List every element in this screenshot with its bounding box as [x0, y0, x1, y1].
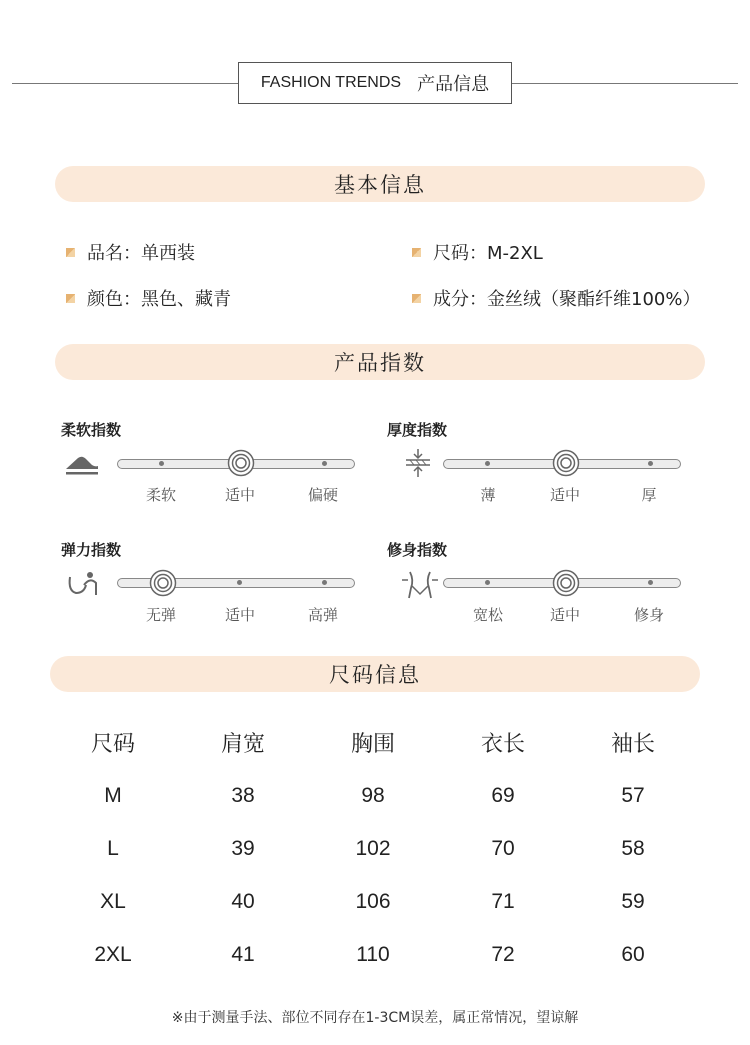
header-cell: 衣长 — [480, 732, 525, 757]
bullet-icon — [66, 294, 75, 303]
table-row — [48, 769, 698, 822]
thickness-label-mid: 适中 — [549, 486, 580, 504]
soft-fabric-icon — [62, 449, 102, 481]
fit-label-low: 宽松 — [472, 606, 503, 624]
track-dot — [159, 461, 164, 466]
header-divider-right — [512, 83, 738, 84]
header-cell: 尺码 — [90, 732, 135, 757]
bullet-icon — [412, 248, 421, 257]
bullet-icon — [412, 294, 421, 303]
header-title-en: FASHION TRENDS — [260, 74, 402, 91]
header-cell: 袖长 — [610, 732, 655, 757]
table-row — [48, 928, 698, 981]
table-cell: 110 — [356, 942, 390, 966]
track-dot — [322, 461, 327, 466]
bullet-icon — [66, 248, 75, 257]
softness-label-mid: 适中 — [224, 486, 255, 504]
softness-knob — [227, 449, 255, 477]
table-cell: XL — [100, 889, 126, 913]
table-cell: 41 — [231, 942, 255, 966]
info-text: 颜色：黑色、藏青 — [87, 289, 231, 310]
table-row — [48, 822, 698, 875]
table-cell: 71 — [491, 889, 515, 913]
section-title-index: 产品指数 — [55, 344, 705, 380]
stretch-icon — [64, 567, 104, 599]
table-cell: M — [104, 783, 122, 807]
elasticity-knob — [149, 569, 177, 597]
fit-label-mid: 适中 — [549, 606, 580, 624]
header-cell: 肩宽 — [220, 732, 265, 757]
track-dot — [648, 580, 653, 585]
elasticity-label-low: 无弹 — [145, 606, 176, 624]
thickness-label-high: 厚 — [641, 486, 657, 504]
info-item-name — [66, 239, 195, 265]
header-title-cn: 产品信息 — [417, 74, 490, 95]
track-dot — [237, 580, 242, 585]
info-item-color — [66, 285, 231, 311]
page-header — [0, 62, 750, 104]
table-cell: 70 — [491, 836, 515, 860]
index-title-thickness: 厚度指数 — [387, 421, 448, 439]
track-dot — [485, 580, 490, 585]
fit-label-high: 修身 — [633, 606, 664, 624]
info-text: 尺码：M-2XL — [433, 243, 543, 264]
table-cell: 40 — [231, 889, 255, 913]
thickness-icon — [398, 447, 438, 479]
index-title-elasticity: 弹力指数 — [61, 541, 122, 559]
section-title-basic: 基本信息 — [55, 166, 705, 202]
fit-knob — [552, 569, 580, 597]
elasticity-label-mid: 适中 — [224, 606, 255, 624]
table-cell: 69 — [491, 783, 515, 807]
header-cell: 胸围 — [350, 732, 395, 757]
footnote: ※由于测量手法、部位不同存在1-3CM误差，属正常情况，望谅解 — [171, 1010, 579, 1026]
elasticity-label-high: 高弹 — [307, 606, 338, 624]
softness-label-low: 柔软 — [145, 486, 176, 504]
table-cell: 72 — [491, 942, 515, 966]
size-table-header — [48, 716, 698, 769]
index-title-fit: 修身指数 — [387, 541, 448, 559]
header-divider-left — [12, 83, 238, 84]
info-text: 成分：金丝绒（聚酯纤维100%） — [433, 289, 701, 310]
index-title-softness: 柔软指数 — [61, 421, 122, 439]
table-cell: 98 — [361, 783, 385, 807]
track-dot — [322, 580, 327, 585]
thickness-knob — [552, 449, 580, 477]
track-dot — [485, 461, 490, 466]
table-cell: 59 — [621, 889, 645, 913]
info-item-material — [412, 285, 700, 311]
fit-icon — [400, 568, 440, 600]
size-table — [48, 716, 698, 981]
softness-label-high: 偏硬 — [307, 486, 338, 504]
table-cell: 102 — [355, 836, 391, 860]
table-cell: 58 — [621, 836, 645, 860]
table-cell: 38 — [231, 783, 255, 807]
table-cell: 57 — [621, 783, 645, 807]
info-item-size — [412, 239, 543, 265]
table-cell: L — [107, 836, 119, 860]
thickness-label-low: 薄 — [480, 486, 496, 504]
section-title-size: 尺码信息 — [50, 656, 700, 692]
track-dot — [648, 461, 653, 466]
table-cell: 39 — [231, 836, 255, 860]
table-row — [48, 875, 698, 928]
table-cell: 60 — [621, 942, 645, 966]
info-text: 品名：单西装 — [87, 243, 195, 264]
header-title-box — [238, 62, 512, 104]
table-cell: 2XL — [94, 942, 132, 966]
table-cell: 106 — [355, 889, 391, 913]
